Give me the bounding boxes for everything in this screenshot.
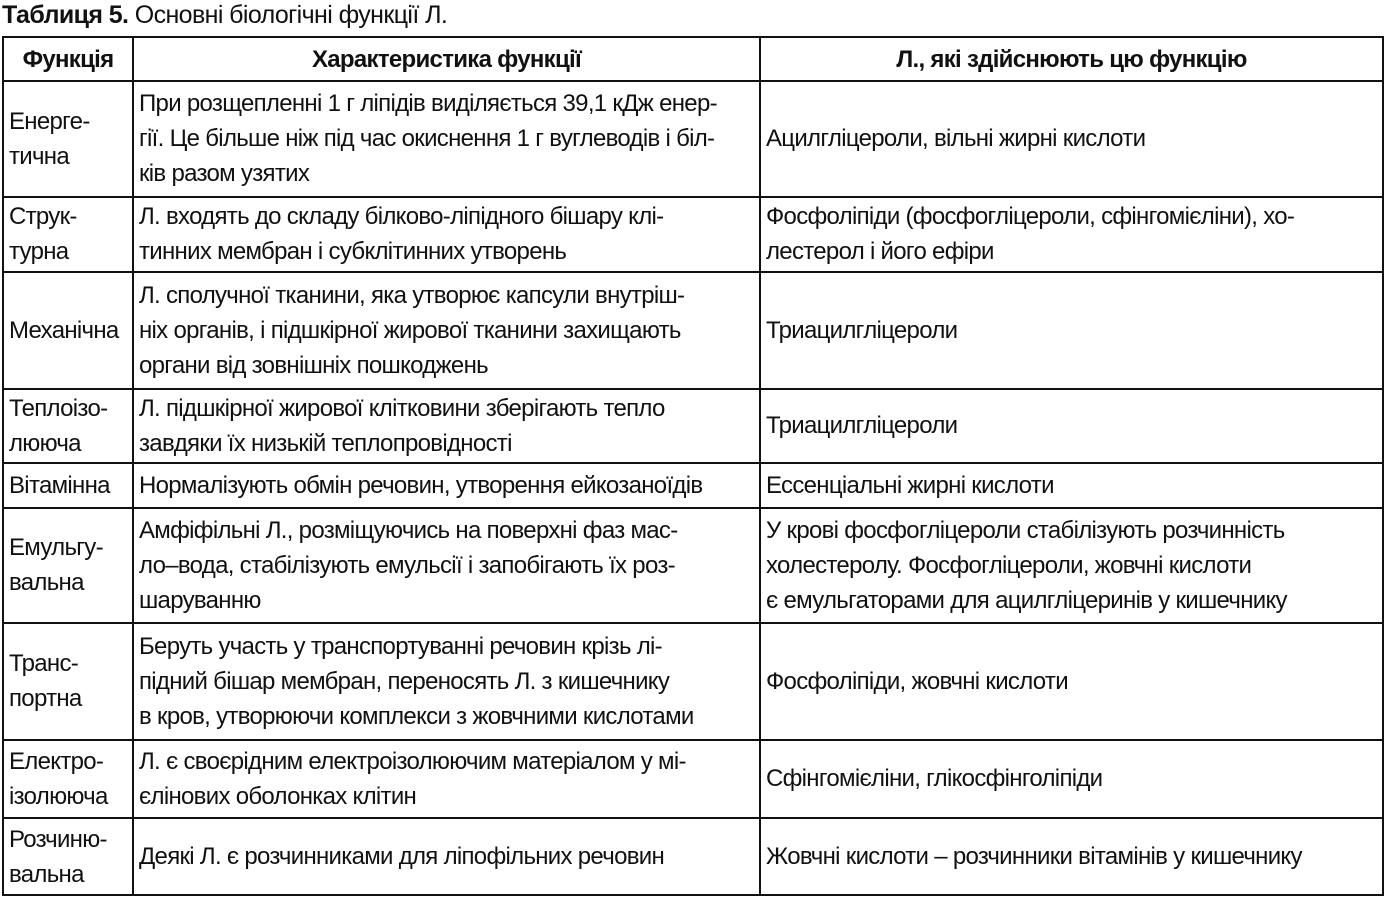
- cell-text-line: У крові фосфогліцероли стабілізують розчинність: [766, 516, 1285, 544]
- cell-text-line: вальна: [9, 860, 84, 888]
- cell-characteristic: [133, 272, 760, 389]
- cell-text-line: шаруванню: [139, 586, 261, 614]
- cell-text-line: Л. є своєрідним електроізолюючим матеріалом у мі-: [139, 747, 686, 775]
- cell-lipids: [760, 389, 1383, 464]
- cell-text-line: Л. входять до складу білково-ліпідного бішару клі-: [139, 203, 664, 231]
- table-row: [3, 818, 1383, 895]
- cell-text-line: єлінових оболонках клітин: [139, 782, 417, 810]
- cell-text-line: підний бішар мембран, переносять Л. з кишечнику: [139, 667, 670, 695]
- table-caption-text: Основні біологічні функції Л.: [128, 1, 448, 29]
- cell-function: [3, 740, 133, 819]
- header-characteristic: Характеристика функції: [133, 37, 760, 81]
- cell-characteristic: [133, 623, 760, 740]
- cell-lipids: [760, 623, 1383, 740]
- lipid-functions-table: [2, 36, 1384, 896]
- cell-text-line: Триацилгліцероли: [766, 316, 958, 344]
- table-header-row: [3, 37, 1383, 81]
- cell-text-line: Деякі Л. є розчинниками для ліпофільних речовин: [139, 843, 665, 871]
- cell-characteristic: [133, 508, 760, 623]
- cell-function: [3, 272, 133, 389]
- cell-lipids: [760, 463, 1383, 507]
- cell-characteristic: [133, 81, 760, 197]
- cell-function: [3, 508, 133, 623]
- cell-text-line: Ацилгліцероли, вільні жирні кислоти: [766, 125, 1146, 153]
- cell-text-line: в кров, утворюючи комплекси з жовчними кислотами: [139, 702, 694, 730]
- cell-text-line: Ессенціальні жирні кислоти: [766, 471, 1054, 499]
- cell-function: [3, 623, 133, 740]
- cell-text-line: Жовчні кислоти – розчинники вітамінів у кишечнику: [766, 843, 1302, 871]
- cell-text-line: холестеролу. Фосфогліцероли, жовчні кислоти: [766, 551, 1252, 579]
- cell-text-line: органи від зовнішніх пошкоджень: [139, 351, 488, 379]
- cell-function: [3, 389, 133, 464]
- cell-function: [3, 818, 133, 895]
- cell-text-line: Електро-: [9, 747, 104, 775]
- cell-text-line: тична: [9, 142, 70, 170]
- cell-text-line: портна: [9, 685, 82, 713]
- header-lipids: Л., які здійснюють цю функцію: [760, 37, 1383, 81]
- table-row: [3, 508, 1383, 623]
- table-header: [3, 37, 1383, 81]
- cell-text-line: Транс-: [9, 650, 79, 678]
- cell-function: [3, 81, 133, 197]
- cell-text-line: Беруть участь у транспортуванні речовин крізь лі-: [139, 632, 662, 660]
- table-row: [3, 197, 1383, 272]
- table-row: [3, 740, 1383, 819]
- cell-text-line: тинних мембран і субклітинних утворень: [139, 238, 567, 266]
- cell-text-line: турна: [9, 238, 69, 266]
- cell-characteristic: [133, 463, 760, 507]
- cell-lipids: [760, 508, 1383, 623]
- cell-characteristic: [133, 389, 760, 464]
- table-caption-label: Таблиця 5.: [2, 1, 129, 29]
- cell-lipids: [760, 818, 1383, 895]
- cell-text-line: лююча: [9, 429, 81, 457]
- cell-text-line: ків разом узятих: [139, 160, 310, 188]
- table-row: [3, 389, 1383, 464]
- cell-function: [3, 463, 133, 507]
- table-row: [3, 463, 1383, 507]
- cell-text-line: Л. сполучної тканини, яка утворює капсули внутріш-: [139, 281, 685, 309]
- cell-text-line: є емульгаторами для ацилгліцеринів у кишечнику: [766, 586, 1287, 614]
- cell-text-line: ло–вода, стабілізують емульсії і запобігають їх роз-: [139, 551, 675, 579]
- cell-text-line: Сфінгомієліни, глікосфінголіпіди: [766, 765, 1103, 793]
- cell-text-line: При розщепленні 1 г ліпідів виділяється 39,1 кДж енер-: [139, 90, 717, 118]
- table-row: [3, 623, 1383, 740]
- cell-text-line: Нормалізують обмін речовин, утворення ейкозаноїдів: [139, 471, 703, 499]
- cell-text-line: Фосфоліпіди, жовчні кислоти: [766, 667, 1068, 695]
- cell-characteristic: [133, 197, 760, 272]
- cell-text-line: Струк-: [9, 203, 77, 231]
- cell-text-line: Механічна: [9, 316, 119, 344]
- cell-text-line: Л. підшкірної жирової клітковини зберігають тепло: [139, 394, 665, 422]
- cell-text-line: ізолююча: [9, 782, 108, 810]
- cell-lipids: [760, 740, 1383, 819]
- cell-text-line: ніх органів, і підшкірної жирової тканини захищають: [139, 316, 681, 344]
- cell-text-line: Емульгу-: [9, 534, 103, 562]
- table-caption: [2, 0, 447, 34]
- header-function: Функція: [3, 37, 133, 81]
- cell-text-line: Розчиню-: [9, 825, 107, 853]
- cell-text-line: Триацилгліцероли: [766, 412, 958, 440]
- cell-text-line: вальна: [9, 569, 84, 597]
- table-body: [3, 81, 1383, 895]
- cell-characteristic: [133, 818, 760, 895]
- cell-text-line: Амфіфільні Л., розміщуючись на поверхні фаз мас-: [139, 516, 678, 544]
- cell-lipids: [760, 81, 1383, 197]
- table-row: [3, 81, 1383, 197]
- cell-text-line: Фосфоліпіди (фосфогліцероли, сфінгомієліни), хо-: [766, 203, 1295, 231]
- cell-text-line: гії. Це більше ніж під час окиснення 1 г вуглеводів і біл-: [139, 125, 715, 153]
- cell-text-line: Теплоізо-: [9, 394, 108, 422]
- cell-text-line: лестерол і його ефіри: [766, 238, 994, 266]
- cell-text-line: Енерге-: [9, 107, 90, 135]
- cell-lipids: [760, 272, 1383, 389]
- cell-lipids: [760, 197, 1383, 272]
- cell-characteristic: [133, 740, 760, 819]
- cell-text-line: завдяки їх низькій теплопровідності: [139, 429, 512, 457]
- cell-function: [3, 197, 133, 272]
- cell-text-line: Вітамінна: [9, 471, 110, 499]
- table-row: [3, 272, 1383, 389]
